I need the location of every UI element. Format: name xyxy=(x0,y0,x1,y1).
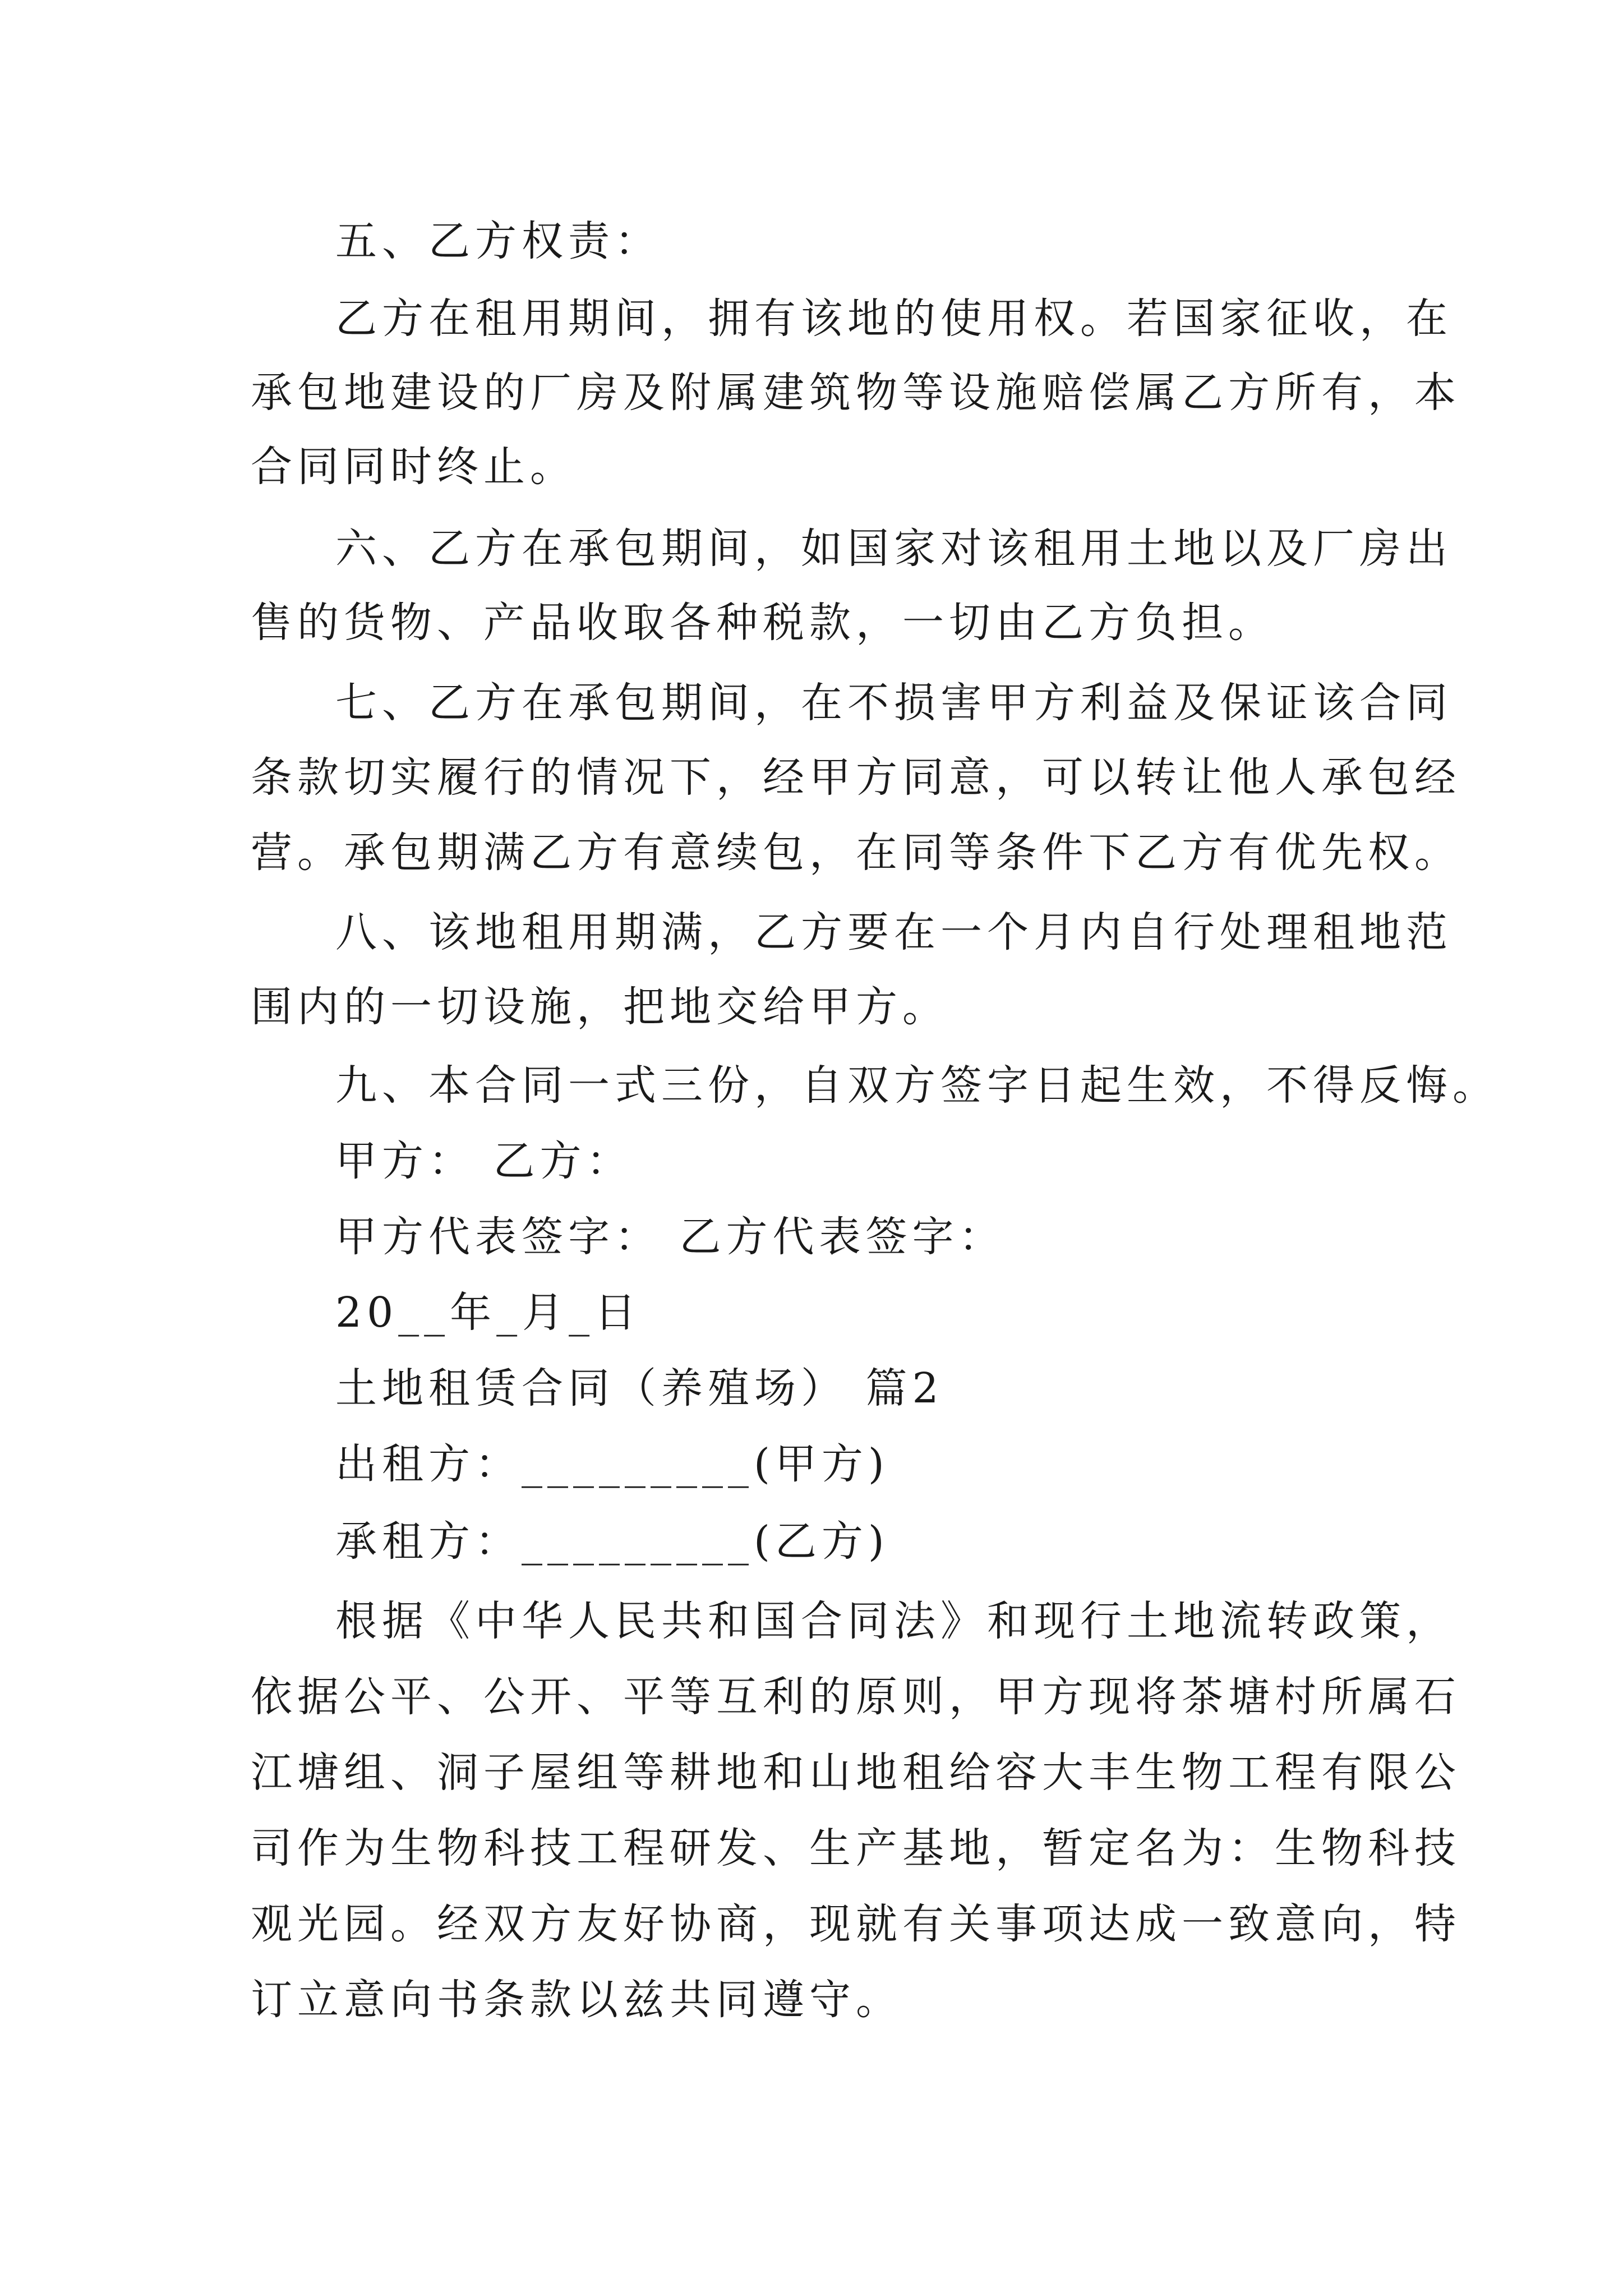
preamble-line: 观光园。经双方友好协商，现就有关事项达成一致意向，特 xyxy=(251,1900,1461,1948)
signature-line: 甲方代表签字： 乙方代表签字： xyxy=(335,1213,1006,1261)
clause-7-line: 条款切实履行的情况下，经甲方同意，可以转让他人承包经 xyxy=(251,753,1461,802)
paragraph-line: 承包地建设的厂房及附属建筑物等设施赔偿属乙方所有，本 xyxy=(251,369,1461,417)
clause-8-line: 八、该地租用期满，乙方要在一个月内自行处理租地范 xyxy=(335,908,1453,956)
clause-7-line: 营。承包期满乙方有意续包，在同等条件下乙方有优先权。 xyxy=(251,829,1461,877)
party-line: 甲方： 乙方： xyxy=(335,1137,633,1185)
preamble-line: 依据公平、公开、平等互利的原则，甲方现将茶塘村所属石 xyxy=(251,1673,1461,1721)
lessee-line: 承租方：_________(乙方) xyxy=(335,1517,889,1566)
preamble-line: 订立意向书条款以兹共同遵守。 xyxy=(251,1976,902,2024)
section-heading-5: 五、乙方权责： xyxy=(335,217,661,265)
clause-9-line: 九、本合同一式三份，自双方签字日起生效，不得反悔。 xyxy=(335,1061,1499,1110)
preamble-line: 司作为生物科技工程研发、生产基地，暂定名为：生物科技 xyxy=(251,1824,1461,1872)
clause-6-line: 售的货物、产品收取各种税款，一切由乙方负担。 xyxy=(251,599,1275,647)
clause-8-line: 围内的一切设施，把地交给甲方。 xyxy=(251,983,949,1031)
contract-title: 土地租赁合同（养殖场） 篇2 xyxy=(335,1364,944,1412)
preamble-line: 根据《中华人民共和国合同法》和现行土地流转政策， xyxy=(335,1597,1453,1645)
paragraph-line: 合同同时终止。 xyxy=(251,443,577,491)
clause-6-line: 六、乙方在承包期间，如国家对该租用土地以及厂房出 xyxy=(335,524,1453,573)
lessor-line: 出租方：_________(甲方) xyxy=(335,1440,889,1488)
date-line: 20__年_月_日 xyxy=(335,1289,642,1337)
paragraph-line: 乙方在租用期间，拥有该地的使用权。若国家征收，在 xyxy=(335,295,1453,343)
preamble-line: 江塘组、洞子屋组等耕地和山地租给容大丰生物工程有限公 xyxy=(251,1749,1461,1797)
clause-7-line: 七、乙方在承包期间，在不损害甲方利益及保证该合同 xyxy=(335,679,1453,727)
